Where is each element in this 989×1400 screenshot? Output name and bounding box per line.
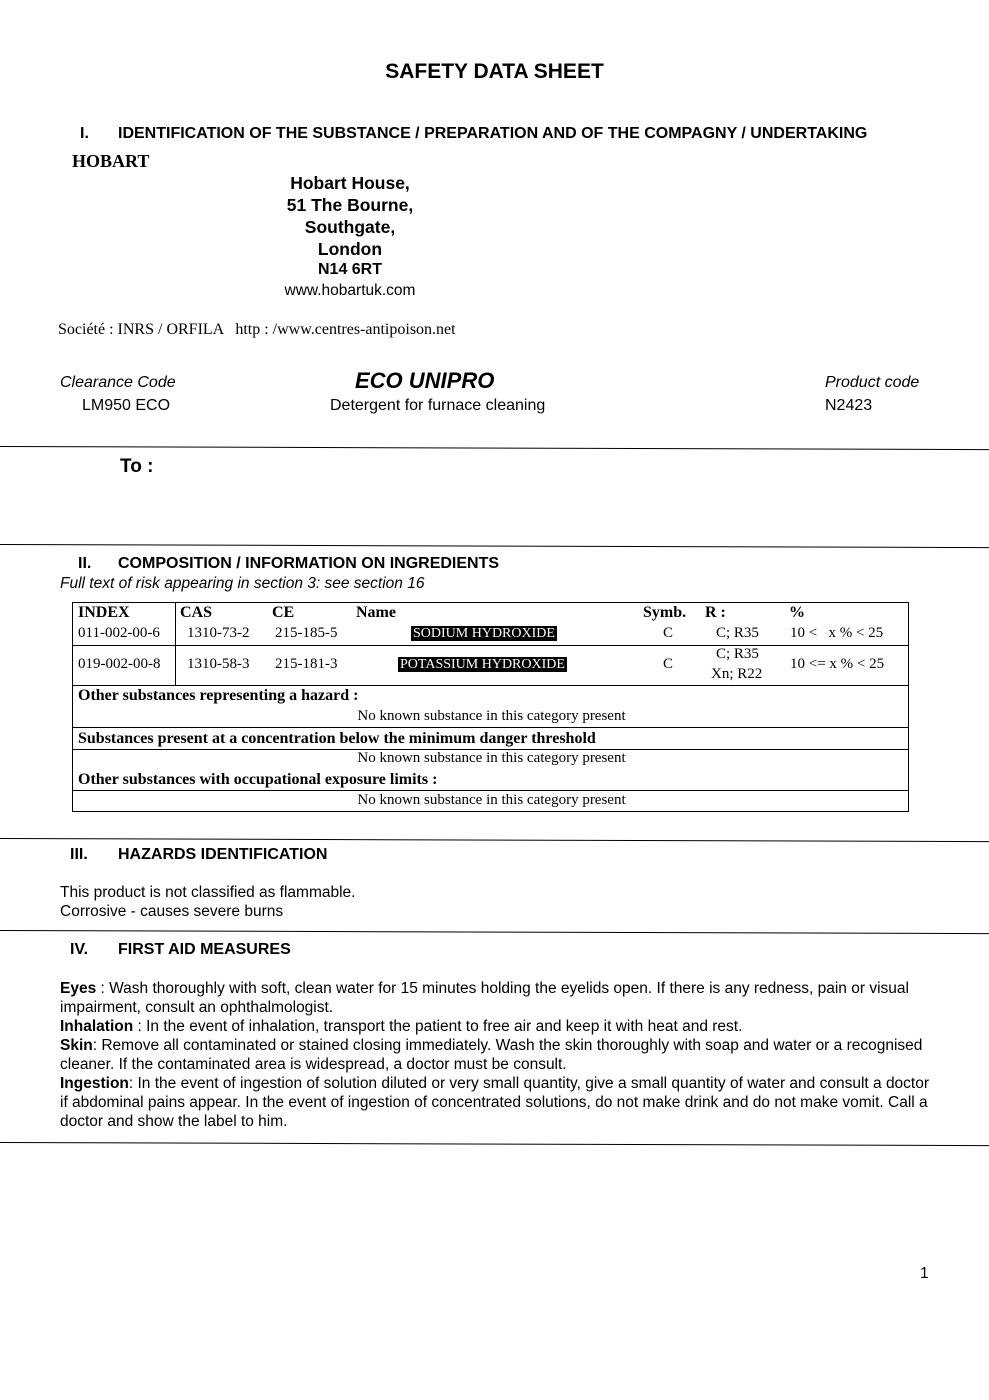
eyes-label: Eyes — [60, 980, 97, 997]
address-line-3: Southgate, — [304, 217, 396, 237]
ingestion-text: : In the event of ingestion of solution diluted or very small quantity, give a small quantity of water and consult a doctor if abdominal pains appear. In the event of ingestion of concentrated solutions, do not make drink and do not make vomit. Call a doctor and show the label to him. — [60, 1075, 930, 1130]
other-hazard-value: No known substance in this category present — [357, 708, 626, 724]
row-2-r-line-1: C; R35 — [716, 646, 759, 662]
product-description: Detergent for furnace cleaning — [330, 397, 546, 414]
first-aid-text — [60, 979, 938, 1131]
row-2-symb: C — [663, 656, 674, 672]
divider-4 — [0, 930, 989, 934]
section-4-title: FIRST AID MEASURES — [118, 941, 291, 958]
to-label: To : — [120, 456, 154, 477]
table-rule — [73, 790, 908, 791]
company-website: www.hobartuk.com — [284, 282, 416, 299]
first-aid-inhalation — [60, 1017, 938, 1036]
section-4-number: IV. — [70, 941, 89, 958]
row-2-cas: 1310-58-3 — [187, 656, 250, 672]
section-1-number: I. — [80, 125, 89, 142]
product-code-value: N2423 — [825, 397, 873, 414]
section-2-number: II. — [78, 555, 92, 572]
inhalation-text: : In the event of inhalation, transport the patient to free air and keep it with heat and rest. — [133, 1018, 743, 1035]
row-1-ce: 215-185-5 — [275, 625, 338, 641]
composition-table — [72, 602, 909, 812]
section-1-title: IDENTIFICATION OF THE SUBSTANCE / PREPARATION AND OF THE COMPAGNY / UNDERTAKING — [118, 125, 868, 142]
table-rule — [73, 727, 908, 728]
company-name: HOBART — [72, 151, 150, 171]
divider-2 — [0, 544, 989, 548]
skin-label: Skin — [60, 1037, 93, 1054]
exposure-limits-value: No known substance in this category present — [357, 792, 626, 808]
first-aid-eyes — [60, 979, 938, 1017]
address-postcode: N14 6RT — [317, 261, 383, 278]
hazard-line-1: This product is not classified as flammable. — [60, 884, 356, 901]
row-1-percent: 10 < x % < 25 — [790, 625, 884, 641]
first-aid-skin — [60, 1036, 938, 1074]
header-percent: % — [789, 604, 805, 621]
header-name: Name — [356, 604, 396, 621]
first-aid-ingestion — [60, 1074, 938, 1131]
header-ce: CE — [272, 604, 295, 621]
table-column-rule — [175, 603, 176, 685]
row-2-name: POTASSIUM HYDROXIDE — [400, 657, 565, 672]
document-title: SAFETY DATA SHEET — [385, 60, 604, 83]
table-rule — [73, 645, 908, 646]
row-1-r: C; R35 — [716, 625, 759, 641]
divider-5 — [0, 1142, 989, 1146]
table-rule — [73, 685, 908, 686]
row-1-name: SODIUM HYDROXIDE — [413, 626, 555, 641]
header-r: R : — [705, 604, 726, 621]
header-index: INDEX — [78, 604, 130, 621]
address-line-2: 51 The Bourne, — [286, 195, 414, 215]
clearance-code-label: Clearance Code — [60, 374, 176, 391]
clearance-code-value: LM950 ECO — [82, 397, 171, 414]
eyes-text: : Wash thoroughly with soft, clean water for 15 minutes holding the eyelids open. If there is any redness, pain or visual impairment, consult an ophthalmologist. — [60, 980, 909, 1016]
inhalation-label: Inhalation — [60, 1018, 134, 1035]
section-2-title: COMPOSITION / INFORMATION ON INGREDIENTS — [118, 555, 500, 572]
exposure-limits-label: Other substances with occupational exposure limits : — [78, 771, 438, 788]
row-2-r-line-2: Xn; R22 — [711, 666, 763, 682]
below-threshold-value: No known substance in this category present — [357, 750, 626, 766]
address-line-4: London — [317, 239, 383, 259]
divider-1 — [0, 446, 989, 450]
row-1-symb: C — [663, 625, 674, 641]
poison-center-info: Société : INRS / ORFILA http : /www.centres-antipoison.net — [58, 321, 456, 338]
header-symb: Symb. — [643, 604, 687, 621]
section-2-subtitle: Full text of risk appearing in section 3: see section 16 — [60, 575, 425, 592]
section-3-title: HAZARDS IDENTIFICATION — [118, 846, 328, 863]
below-threshold-label: Substances present at a concentration below the minimum danger threshold — [78, 730, 596, 747]
divider-3 — [0, 838, 989, 842]
other-hazard-label: Other substances representing a hazard : — [78, 687, 359, 704]
ingestion-label: Ingestion — [60, 1075, 129, 1092]
product-name: ECO UNIPRO — [355, 368, 495, 393]
row-2-percent: 10 <= x % < 25 — [790, 656, 885, 672]
row-1-index: 011-002-00-6 — [78, 625, 160, 641]
skin-text: : Remove all contaminated or stained closing immediately. Wash the skin thoroughly with soap and water or a recognised cleaner. If the contaminated area is widespread, a doctor must be consult. — [60, 1037, 923, 1073]
section-3-number: III. — [70, 846, 88, 863]
page-number: 1 — [920, 1265, 929, 1282]
row-2-ce: 215-181-3 — [275, 656, 338, 672]
product-code-label: Product code — [825, 374, 920, 391]
row-2-index: 019-002-00-8 — [78, 656, 161, 672]
hazard-line-2: Corrosive - causes severe burns — [60, 903, 284, 920]
row-1-cas: 1310-73-2 — [187, 625, 250, 641]
address-line-1: Hobart House, — [290, 173, 410, 193]
header-cas: CAS — [180, 604, 213, 621]
